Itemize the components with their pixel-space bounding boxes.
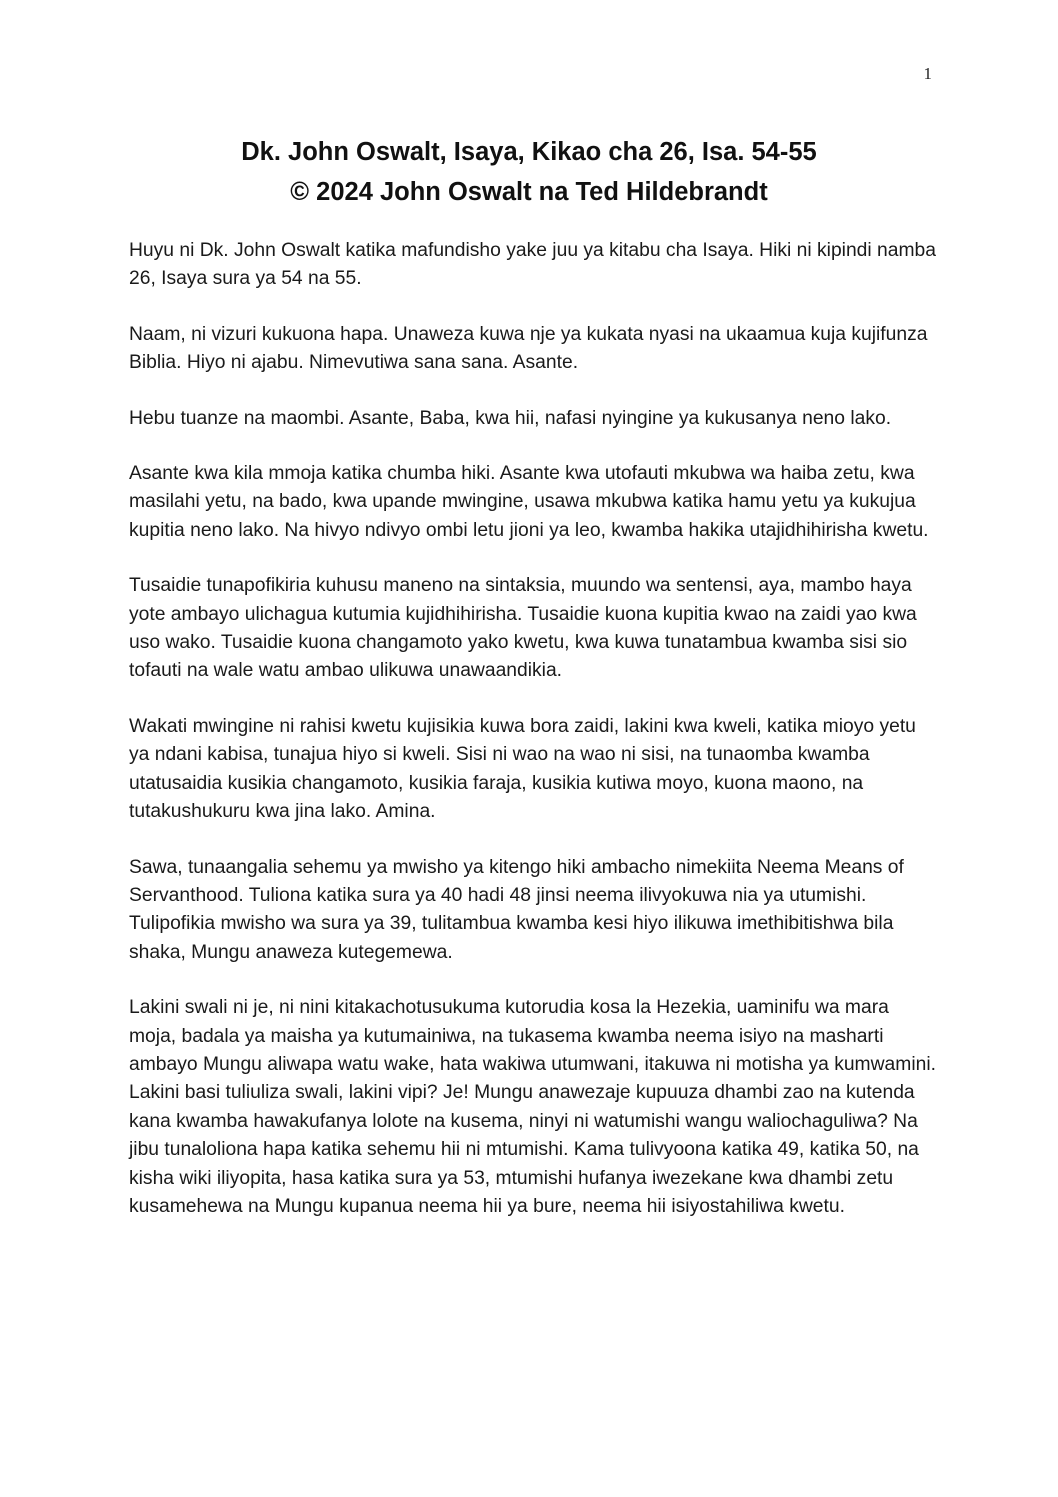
paragraph-7: Sawa, tunaangalia sehemu ya mwisho ya kitengo hiki ambacho nimekiita Neema Means of Servanthood. Tuliona katika sura ya 40 hadi 48 jinsi neema ilivyokuwa nia ya utumishi. Tulipofikia mwisho wa sura ya 39, tulitambua kwamba kesi hiyo ilikuwa imethibitishwa bila shaka, Mungu anaweza kutegemewa. (129, 856, 904, 963)
paragraph-1: Huyu ni Dk. John Oswalt katika mafundisho yake juu ya kitabu cha Isaya. Hiki ni kipindi namba 26, Isaya sura ya 54 na 55. (129, 240, 936, 290)
page-number: 1 (923, 64, 932, 83)
paragraph-6: Wakati mwingine ni rahisi kwetu kujisikia kuwa bora zaidi, lakini kwa kweli, katika mioyo yetu ya ndani kabisa, tunajua hiyo si kweli. Sisi ni wao na wao ni sisi, na tunaomba kwamba utatusaidia kusikia changamoto, kusikia faraja, kusikia kutiwa moyo, kuona maono, na tutakushukuru kwa jina lako. Amina. (129, 715, 916, 823)
title-line-2: © 2024 John Oswalt na Ted Hildebrandt (290, 178, 768, 206)
title-line-1: Dk. John Oswalt, Isaya, Kikao cha 26, Isa. 54-55 (241, 138, 817, 166)
paragraph-4: Asante kwa kila mmoja katika chumba hiki. Asante kwa utofauti mkubwa wa haiba zetu, kwa masilahi yetu, na bado, kwa upande mwingine, usawa mkubwa katika hamu yetu ya kukujua kupitia neno lako. Na hivyo ndivyo ombi letu jioni ya leo, kwamba hakika utajidhihirisha kwetu. (129, 463, 929, 541)
paragraph-2: Naam, ni vizuri kukuona hapa. Unaweza kuwa nje ya kukata nyasi na ukaamua kuja kujifunza Biblia. Hiyo ni ajabu. Nimevutiwa sana sana. Asante. (129, 323, 928, 374)
paragraph-8: Lakini swali ni je, ni nini kitakachotusukuma kutorudia kosa la Hezekia, uaminifu wa mara moja, badala ya maisha ya kutumainiwa, na tukasema kwamba neema isiyo na masharti ambayo Mungu aliwapa watu wake, hata wakiwa utumwani, itakuwa ni motisha ya kumwamini. Lakini basi tuliuliza swali, lakini vipi? Je! Mungu anawezaje kupuuza dhambi zao na kutenda kana kwamba hawakufanya lolote na kusema, ninyi ni watumishi wangu waliochaguliwa? Na jibu tunaloliona hapa katika sehemu hii ni mtumishi. Kama tulivyoona katika 49, katika 50, na kisha wiki iliyopita, hasa katika sura ya 53, mtumishi hufanya iwezekane kwa dhambi zetu kusamehewa na Mungu kupanua neema hii ya bure, neema hii isiyostahiliwa kwetu. (129, 997, 936, 1217)
paragraph-3: Hebu tuanze na maombi. Asante, Baba, kwa hii, nafasi nyingine ya kukusanya neno lako. (129, 407, 892, 429)
body-text (129, 237, 937, 1248)
paragraph-5: Tusaidie tunapofikiria kuhusu maneno na sintaksia, muundo wa sentensi, aya, mambo haya yote ambayo ulichagua kutumia kujidhihirisha. Tusaidie kuona kupitia kwao na zaidi yao kwa uso wako. Tusaidie kuona changamoto yako kwetu, kwa kuwa tunatambua kwamba sisi sio tofauti na wale watu ambao ulikuwa unawaandikia. (129, 575, 917, 682)
document-title (0, 132, 1058, 212)
